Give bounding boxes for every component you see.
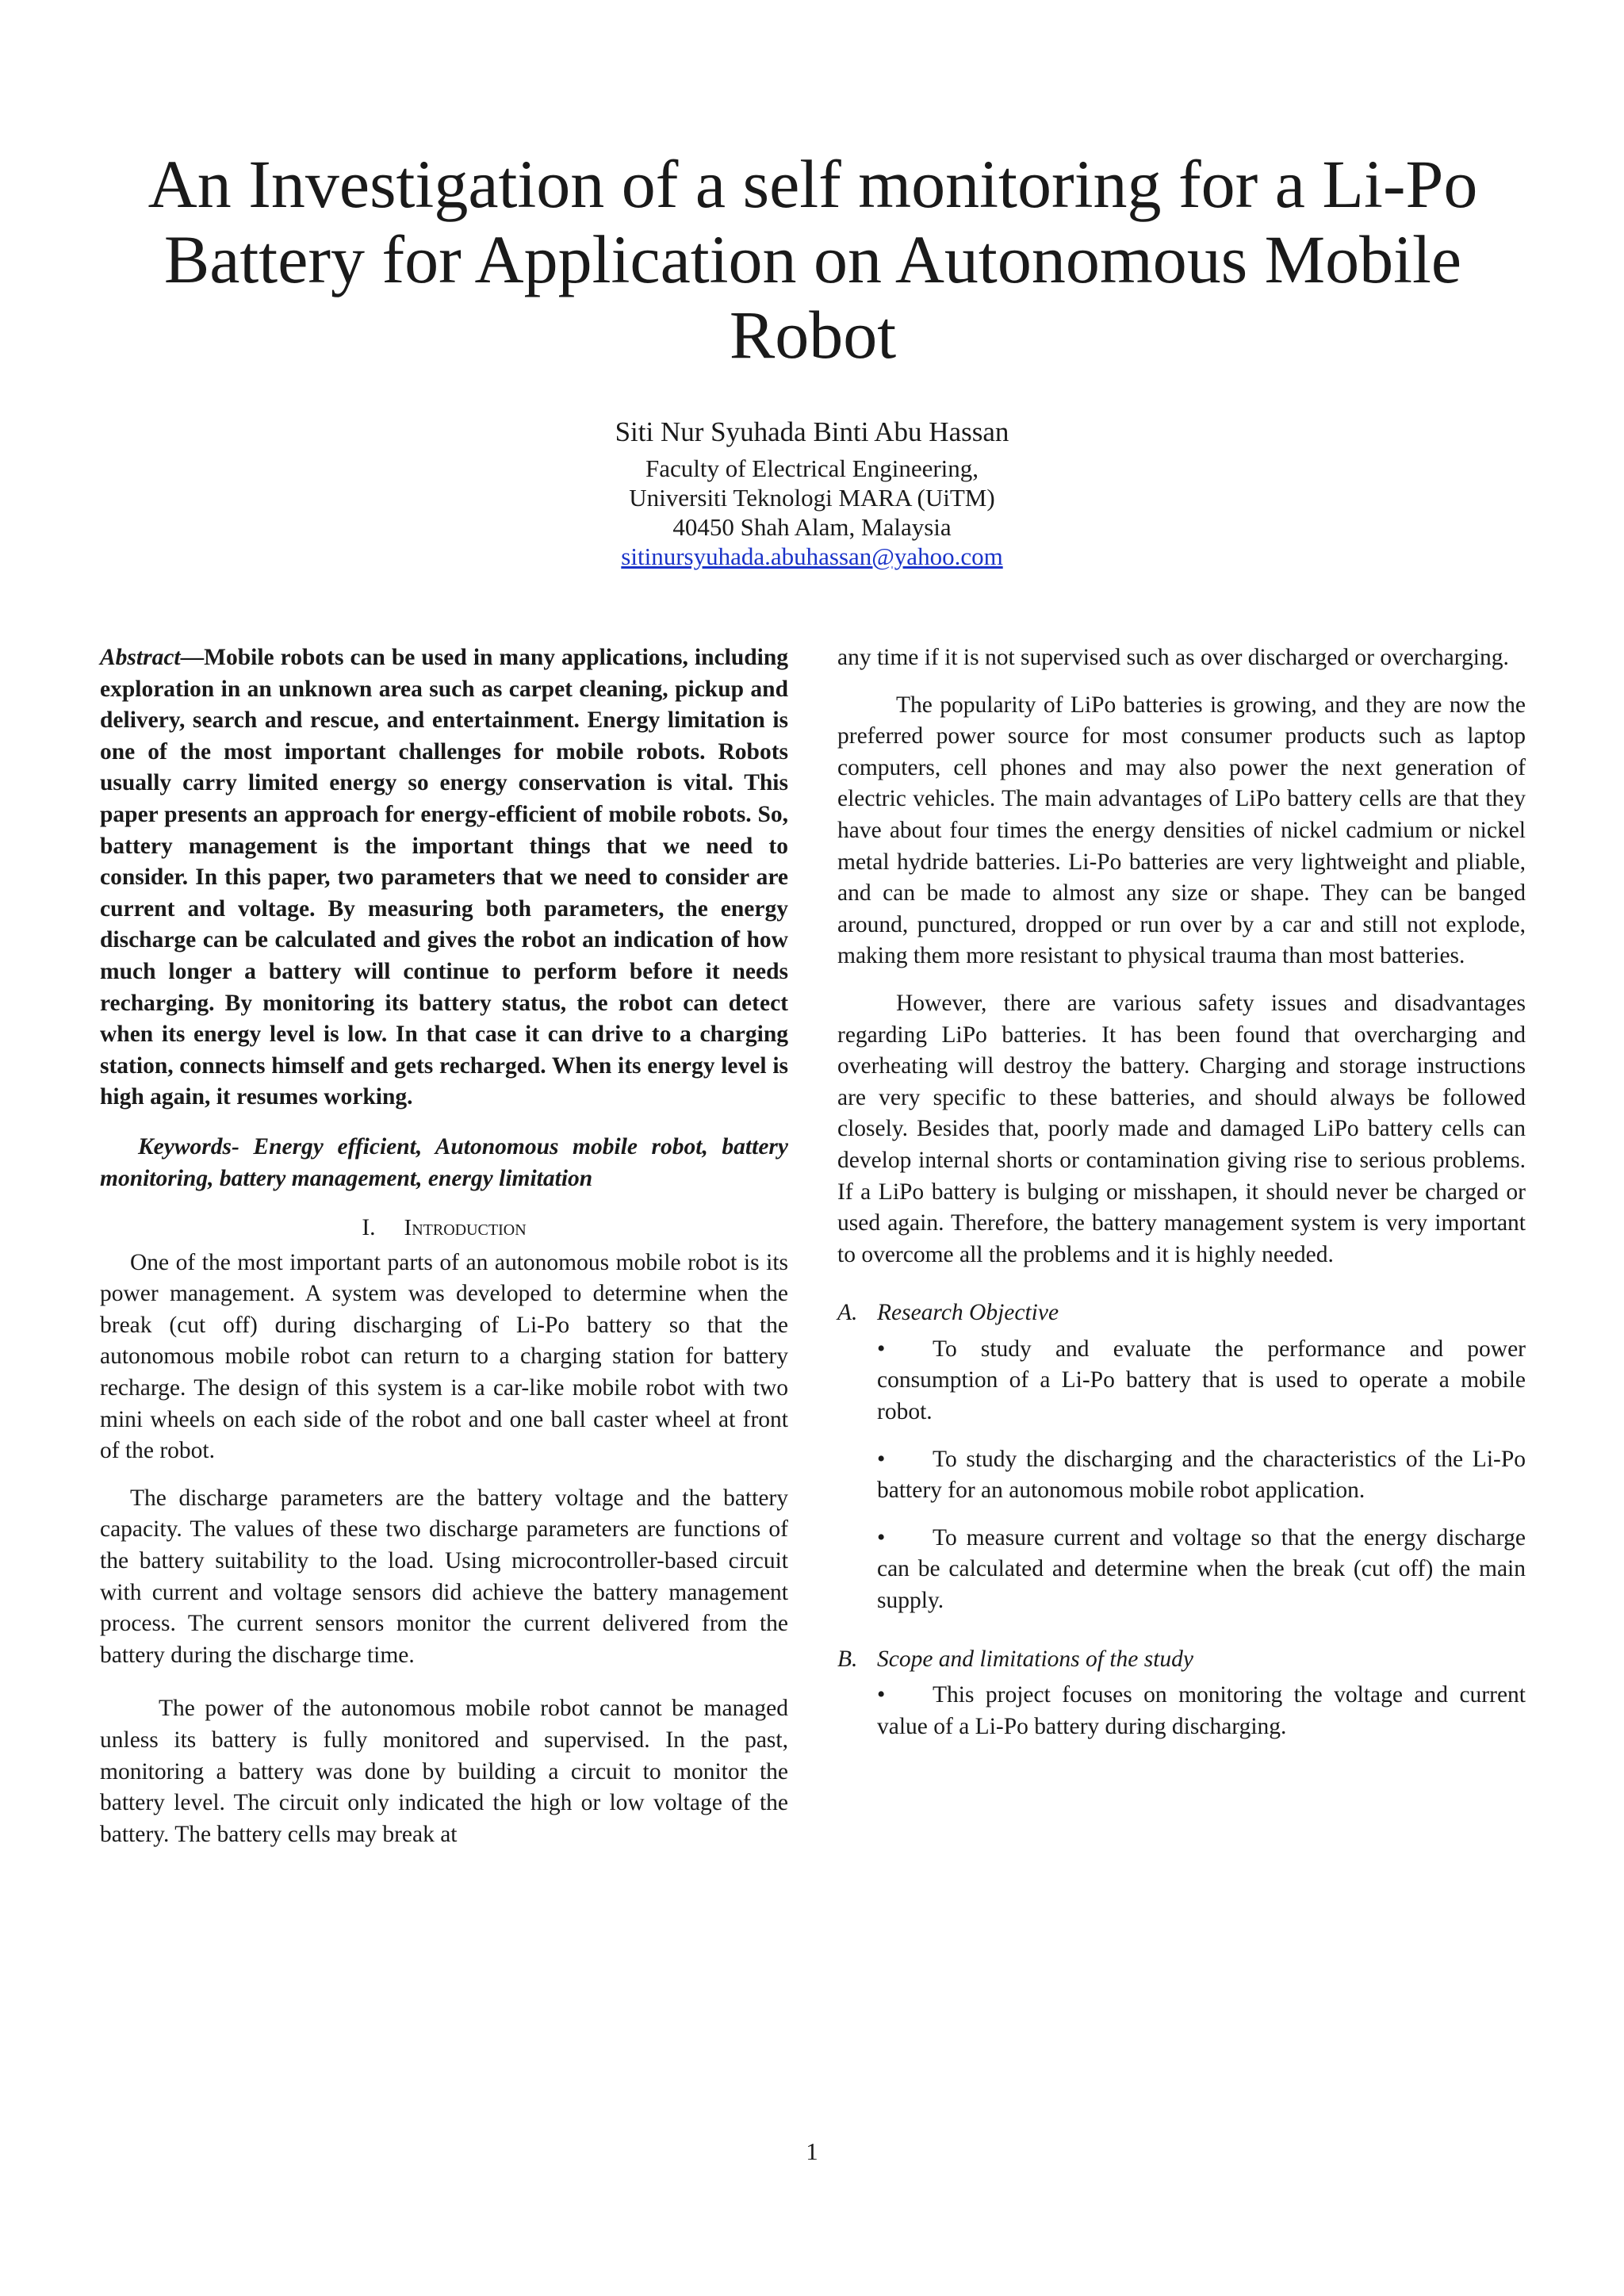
continuation-paragraph: any time if it is not supervised such as over discharged or overcharging. — [837, 645, 1509, 670]
list-item-text: To study and evaluate the performance and power consumption of a Li-Po battery that is used to operate a mobile robot. — [877, 1336, 1526, 1425]
author-university: Universiti Teknologi MARA (UiTM) — [629, 484, 995, 512]
list-item — [837, 1334, 1526, 1428]
section-heading-introduction — [100, 1213, 788, 1244]
author-faculty: Faculty of Electrical Engineering, — [645, 454, 979, 482]
bullet-icon: • — [877, 1682, 886, 1708]
bullet-icon: • — [877, 1524, 886, 1550]
page-number: 1 — [806, 2137, 818, 2165]
bullet-icon: • — [877, 1336, 886, 1362]
list-item — [837, 1680, 1526, 1742]
abstract-dash: — — [180, 645, 205, 670]
lipo-popularity-paragraph: The popularity of LiPo batteries is growing, and they are now the preferred power source for most consumer products such as laptop computers, cell phones and may also power the next generation of electric vehicles. The main advantages of LiPo battery cells are that they have about four times the energy densities of nickel cadmium or nickel metal hydride batteries. Li-Po batteries are very lightweight and pliable, and can be made to almost any size or shape. They can be banged around, punctured, dropped or run over by a car and still not explode, making them more resistant to physical trauma than most batteries. — [837, 692, 1526, 969]
abstract-paragraph — [100, 642, 788, 1114]
list-item — [837, 1444, 1526, 1507]
right-column — [837, 642, 1526, 1742]
subsection-title: Scope and limitations of the study — [877, 1646, 1194, 1672]
list-item — [837, 1523, 1526, 1617]
subsection-letter: A. — [837, 1300, 858, 1326]
section-title: Introduction — [404, 1215, 527, 1241]
subsection-letter: B. — [837, 1646, 858, 1672]
research-objective-list — [837, 1334, 1526, 1617]
keywords-paragraph: Keywords- Energy efficient, Autonomous mobile robot, battery monitoring, battery management, energy limitation — [100, 1133, 788, 1191]
subsection-heading-scope — [837, 1644, 1526, 1676]
left-column — [100, 642, 788, 1850]
intro-paragraph-3: The power of the autonomous mobile robot cannot be managed unless its battery is fully monitored and supervised. In the past, monitoring a battery was done by building a circuit to monitor the battery level. The circuit only indicated the high or low voltage of the battery. The battery cells may break at — [100, 1696, 788, 1847]
abstract-text: Mobile robots can be used in many applications, including exploration in an unknown area such as carpet cleaning, pickup and delivery, search and rescue, and entertainment. Energy limitation is one of the most important challenges for mobile robots. Robots usually carry limited energy so energy conservation is vital. This paper presents an approach for energy-efficient of mobile robots. So, battery management is the important things that we need to consider. In this paper, two parameters that we need to consider are current and voltage. By measuring both parameters, the energy discharge can be calculated and gives the robot an indication of how much longer a battery will continue to perform before it needs recharging. By monitoring its battery status, the robot can detect when its energy level is low. In that case it can drive to a charging station, connects himself and gets recharged. When its energy level is high again, it resumes working. — [100, 645, 788, 1110]
subsection-title: Research Objective — [877, 1300, 1059, 1326]
author-block — [416, 414, 1208, 571]
author-address: 40450 Shah Alam, Malaysia — [672, 513, 952, 541]
author-name: Siti Nur Syuhada Binti Abu Hassan — [615, 416, 1009, 447]
list-item-text: To study the discharging and the characteristics of the Li-Po battery for an autonomous mobile robot application. — [877, 1446, 1526, 1504]
section-number: I. — [362, 1215, 376, 1241]
list-item-text: This project focuses on monitoring the voltage and current value of a Li-Po battery during discharging. — [877, 1682, 1526, 1739]
bullet-icon: • — [877, 1446, 886, 1472]
list-item-text: To measure current and voltage so that the energy discharge can be calculated and determine when the break (cut off) the main supply. — [877, 1524, 1526, 1614]
subsection-heading-research-objective — [837, 1297, 1526, 1329]
intro-paragraph-2: The discharge parameters are the battery voltage and the battery capacity. The values of these two discharge parameters are functions of the battery suitability to the load. Using microcontroller-based circuit with current and voltage sensors did achieve the battery management process. The current sensors monitor the current delivered from the battery during the discharge time. — [100, 1485, 788, 1668]
intro-paragraph-1: One of the most important parts of an autonomous mobile robot is its power management. A system was developed to determine when the break (cut off) during discharging of Li-Po battery so that the autonomous mobile robot can return to a charging station for battery recharge. The design of this system is a car-like mobile robot with two mini wheels on each side of the robot and one ball caster wheel at front of the robot. — [100, 1249, 788, 1464]
abstract-label: Abstract — [100, 645, 181, 670]
paper-title: An Investigation of a self monitoring for a Li-Po Battery for Application on Autonomous Mobile Robot — [147, 146, 1478, 373]
author-email-link[interactable]: sitinursyuhada.abuhassan@yahoo.com — [621, 542, 1003, 570]
lipo-safety-paragraph: However, there are various safety issues and disadvantages regarding LiPo batteries. It has been found that overcharging and overheating will destroy the battery. Charging and storage instructions are very specific to these batteries, and should always be followed closely. Besides that, poorly made and damaged LiPo battery cells can develop internal shorts or contamination giving rise to serious problems. If a LiPo battery is bulging or misshapen, it should never be charged or used again. Therefore, the battery management system is very important to overcome all the problems and it is highly needed. — [837, 990, 1526, 1267]
scope-list — [837, 1680, 1526, 1742]
